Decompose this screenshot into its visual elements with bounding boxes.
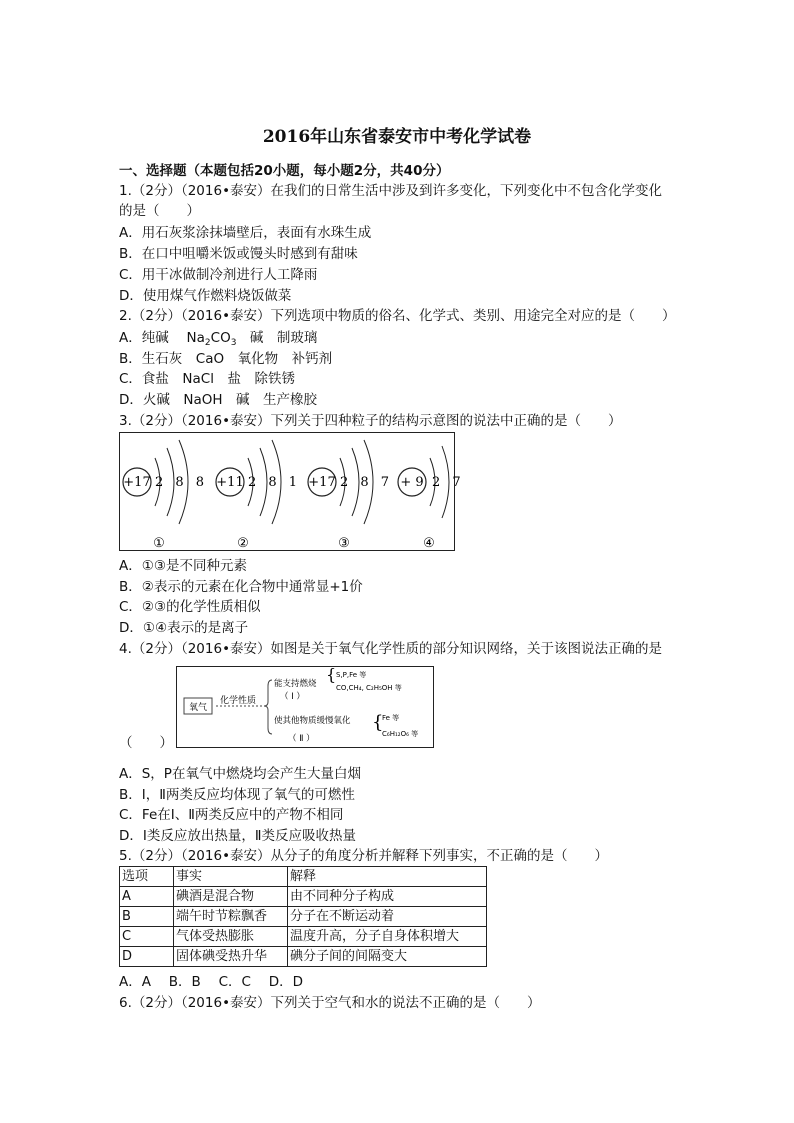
table-cell: 温度升高，分子自身体积增大 bbox=[288, 927, 487, 947]
atom-3-nucleus: +17 bbox=[308, 475, 336, 490]
q2-option-a-formula: CO bbox=[210, 330, 231, 346]
q3-option-c: C．②③的化学性质相似 bbox=[119, 599, 261, 615]
q1-option-b: B．在口中咀嚼米饭或馒头时感到有甜味 bbox=[119, 246, 358, 262]
q1-option-a: A．用石灰浆涂抹墙壁后，表面有水珠生成 bbox=[119, 225, 372, 241]
atom-1-electrons: 2 8 8 bbox=[155, 475, 209, 490]
q3-stem: 3.（2分）（2016•泰安）下列关于四种粒子的结构示意图的说法中正确的是（ ） bbox=[119, 413, 622, 429]
table-cell: B bbox=[120, 907, 174, 927]
atom-1-nucleus: +17 bbox=[123, 475, 151, 490]
q4-option-a: A．S，P在氧气中燃烧均会产生大量白烟 bbox=[119, 766, 361, 782]
q5-options: A．A B．B C．C D．D bbox=[119, 974, 304, 990]
atom-2-electrons: 2 8 1 bbox=[248, 475, 302, 490]
branch-2-number: （ Ⅱ ） bbox=[288, 734, 315, 744]
q6-stem: 6.（2分）（2016•泰安）下列关于空气和水的说法不正确的是（ ） bbox=[119, 995, 541, 1011]
q5-table bbox=[119, 866, 487, 967]
table-cell: 端午时节粽飘香 bbox=[174, 907, 288, 927]
atom-2-label: ② bbox=[237, 536, 249, 551]
atom-3-label: ③ bbox=[338, 536, 350, 551]
table-row bbox=[120, 907, 487, 927]
q4-option-b: B．Ⅰ，Ⅱ两类反应均体现了氧气的可燃性 bbox=[119, 787, 355, 803]
q2-option-a-rest: 碱 制玻璃 bbox=[236, 330, 318, 346]
q2-option-d: D．火碱 NaOH 碱 生产橡胶 bbox=[119, 392, 318, 408]
branch-2-examples-1: Fe 等 bbox=[382, 714, 400, 722]
subscript: 2 bbox=[204, 338, 211, 348]
q4-option-c: C．Fe在Ⅰ、Ⅱ两类反应中的产物不相同 bbox=[119, 807, 344, 823]
branch-1-label: 能支持燃烧 bbox=[274, 679, 317, 689]
atom-2-nucleus: +11 bbox=[216, 475, 244, 490]
q1-option-c: C．用干冰做制冷剂进行人工降雨 bbox=[119, 267, 318, 283]
table-cell: 分子在不断运动着 bbox=[288, 907, 487, 927]
table-header-cell: 事实 bbox=[174, 867, 288, 887]
table-header-row bbox=[120, 867, 487, 887]
branch-1-examples-2: CO,CH₄, C₂H₅OH 等 bbox=[336, 684, 402, 692]
oxygen-knowledge-network-diagram bbox=[176, 666, 434, 748]
atom-1-label: ① bbox=[153, 536, 165, 551]
q3-option-b: B．②表示的元素在化合物中通常显+1价 bbox=[119, 579, 363, 595]
q2-option-a-text: A．纯碱 Na bbox=[119, 330, 205, 346]
branch-1-examples-1: S,P,Fe 等 bbox=[336, 671, 367, 679]
q5-stem: 5.（2分）（2016•泰安）从分子的角度分析并解释下列事实，不正确的是（ ） bbox=[119, 848, 609, 864]
atom-4-electrons: 2 7 bbox=[432, 475, 465, 490]
q1-stem-line1: 1.（2分）（2016•泰安）在我们的日常生活中涉及到许多变化，下列变化中不包含化学变化 bbox=[119, 183, 663, 199]
chemical-property-label: 化学性质 bbox=[220, 696, 257, 706]
q2-option-b: B．生石灰 CaO 氧化物 补钙剂 bbox=[119, 351, 333, 367]
branch-2-examples-2: C₆H₁₂O₆ 等 bbox=[382, 730, 419, 738]
q1-stem-line2: 的是（ ） bbox=[119, 203, 200, 219]
oxygen-label: 氧气 bbox=[188, 703, 208, 713]
subscript: 3 bbox=[230, 338, 237, 348]
q3-option-a: A．①③是不同种元素 bbox=[119, 558, 247, 574]
atom-4-nucleus: + 9 bbox=[400, 475, 424, 490]
table-cell: A bbox=[120, 887, 174, 907]
table-cell: C bbox=[120, 927, 174, 947]
page-title: 2016年山东省泰安市中考化学试卷 bbox=[262, 127, 532, 147]
q2-stem: 2.（2分）（2016•泰安）下列选项中物质的俗名、化学式、类别、用途完全对应的是（ ） bbox=[119, 308, 676, 324]
table-cell: 气体受热膨胀 bbox=[174, 927, 288, 947]
q2-option-a bbox=[119, 329, 317, 347]
table-cell: D bbox=[120, 947, 174, 967]
table-cell: 固体碘受热升华 bbox=[174, 947, 288, 967]
branch-1-number: （ Ⅰ ） bbox=[280, 692, 305, 702]
section-heading: 一、选择题（本题包括20小题，每小题2分，共40分） bbox=[119, 163, 450, 179]
table-header-cell: 解释 bbox=[288, 867, 487, 887]
table-row bbox=[120, 887, 487, 907]
q3-option-d: D．①④表示的是离子 bbox=[119, 620, 249, 636]
svg-text:{: { bbox=[372, 712, 384, 733]
q4-stem: 4.（2分）（2016•泰安）如图是关于氧气化学性质的部分知识网络，关于该图说法正确的是 bbox=[119, 641, 663, 657]
atom-3-electrons: 2 8 7 bbox=[340, 475, 394, 490]
q4-option-d: D．Ⅰ类反应放出热量，Ⅱ类反应吸收热量 bbox=[119, 828, 357, 844]
table-cell: 碘分子间的间隔变大 bbox=[288, 947, 487, 967]
q2-option-c: C．食盐 NaCl 盐 除铁锈 bbox=[119, 371, 295, 387]
atom-4-label: ④ bbox=[423, 536, 435, 551]
table-cell: 碘酒是混合物 bbox=[174, 887, 288, 907]
q4-answer-paren: （ ） bbox=[119, 735, 173, 751]
branch-2-label: 使其他物质缓慢氧化 bbox=[274, 716, 351, 726]
table-row bbox=[120, 947, 487, 967]
table-cell: 由不同种分子构成 bbox=[288, 887, 487, 907]
table-row bbox=[120, 927, 487, 947]
atom-structure-diagram bbox=[119, 432, 465, 552]
table-header-cell: 选项 bbox=[120, 867, 174, 887]
svg-text:{: { bbox=[326, 665, 337, 684]
q1-option-d: D．使用煤气作燃料烧饭做菜 bbox=[119, 288, 292, 304]
